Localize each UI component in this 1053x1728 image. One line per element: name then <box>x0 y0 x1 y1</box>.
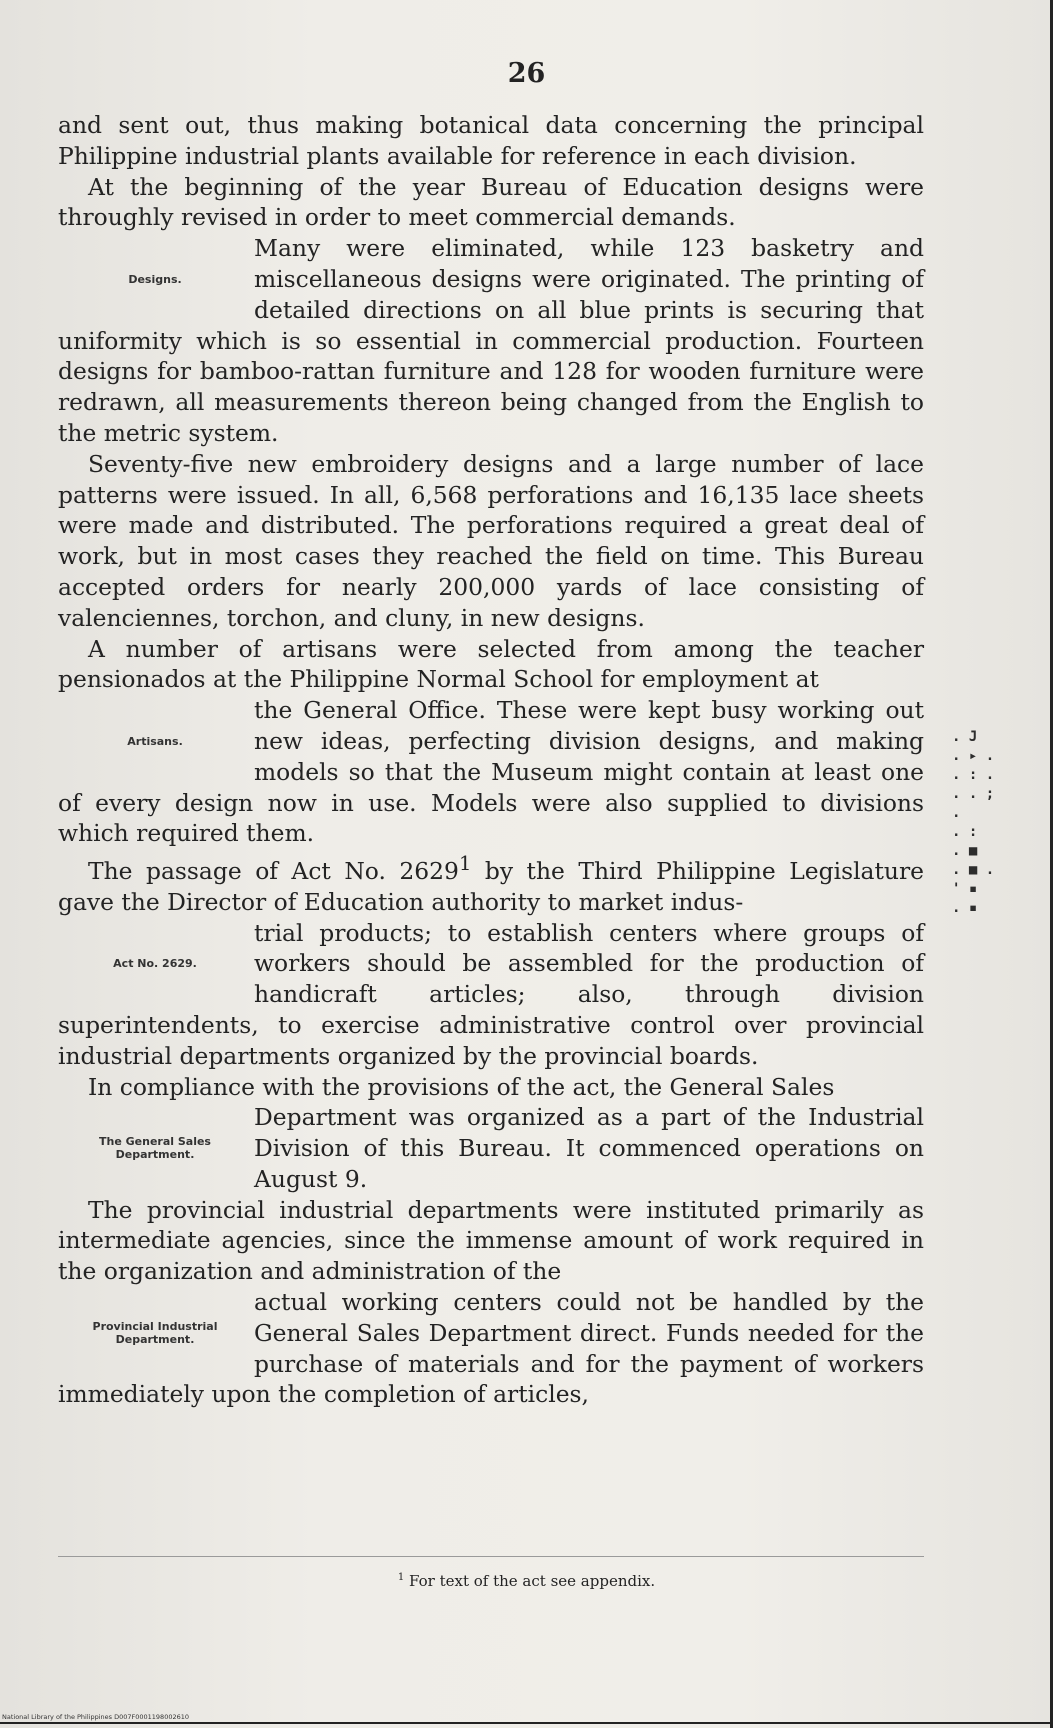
margin-note-artisans: Artisans. <box>127 734 183 748</box>
artisans-block <box>58 695 924 849</box>
paragraph-artisans-intro: A number of artisans were selected from among the teacher pensionados at the Philippine Normal School for employment at <box>58 634 924 694</box>
footnote <box>0 1572 1053 1590</box>
scan-credit: National Library of the Philippines D007F0001198002610 <box>2 1713 190 1721</box>
provincial-block <box>58 1287 924 1410</box>
act-passage-text-cont: by the Third Philippine Legislature gave the Director of Education authority to market indus- <box>58 856 924 916</box>
designs-block <box>58 233 924 449</box>
sales-block <box>58 1102 924 1194</box>
paragraph-provincial: actual working centers could not be handled by the General Sales Department direct. Funds needed for the purchase of materials and for the payment of workers immediately upon the completion of articles, <box>58 1288 924 1409</box>
footnote-divider <box>58 1556 924 1557</box>
act-passage-text: The passage of Act No. 2629 <box>88 856 459 885</box>
paragraph-sales-intro: In compliance with the provisions of the act, the General Sales <box>88 1072 835 1101</box>
show-through-marks: . J . ▸ . . : . . . ; . . : . ■ . ■ . ' ▪ . ▪ <box>952 729 995 916</box>
margin-note-provincial: Provincial Industrial Department. <box>92 1320 218 1347</box>
paragraph-sales: Department was organized as a part of the Industrial Division of this Bureau. It commenced operations on August 9. <box>254 1103 924 1193</box>
paragraph-act-intro <box>58 849 924 917</box>
paragraph-designs: Many were eliminated, while 123 basketry and miscellaneous designs were originated. The printing of detailed directions on all blue prints is securing that uniformity which is so essential in commercial production. Fourteen designs for bamboo-rattan furniture and 128 for wooden furniture were redrawn, all measurements thereon being changed from the English to the metric system. <box>58 234 924 447</box>
act-block <box>58 918 924 1072</box>
paragraph-artisans: the General Office. These were kept busy working out new ideas, perfecting division designs, and making models so that the Museum might contain at least one of every design now in use. Models were also supplied to divisions which required them. <box>58 696 924 848</box>
margin-note-act: Act No. 2629. <box>113 957 197 971</box>
margin-note-sales: The General Sales Department. <box>99 1135 211 1162</box>
page-number: 26 <box>507 58 546 89</box>
margin-note-designs: Designs. <box>128 272 182 286</box>
paragraph-act: trial products; to establish centers where groups of workers should be assembled for the production of handicraft articles; also, through division superintendents, to exercise administrative control over provincial industrial departments organized by the provincial boards. <box>58 918 924 1070</box>
paragraph-botanical-data: and sent out, thus making botanical data concerning the principal Philippine industrial plants available for reference in each division. <box>58 111 924 170</box>
footnote-reference: 1 <box>458 852 472 876</box>
paragraph-provincial-intro: The provincial industrial departments were instituted primarily as intermediate agencies, since the immense amount of work required in the organization and administration of the <box>58 1195 924 1286</box>
paragraph-embroidery: Seventy-five new embroidery designs and a large number of lace patterns were issued. In all, 6,568 perforations and 16,135 lace sheets were made and distributed. The perforations required a great deal of work, but in most cases they reached the field on time. This Bureau accepted orders for nearly 200,000 yards of lace consisting of valenciennes, torchon, and cluny, in new designs. <box>58 449 924 632</box>
paragraph-designs-intro: At the beginning of the year Bureau of Education designs were throughly revised in order to meet commercial demands. <box>58 172 924 232</box>
footnote-marker: 1 <box>397 1572 405 1583</box>
scan-edge-bottom <box>0 1722 1053 1724</box>
body-text <box>58 110 924 1410</box>
footnote-text: For text of the act see appendix. <box>409 1572 656 1590</box>
